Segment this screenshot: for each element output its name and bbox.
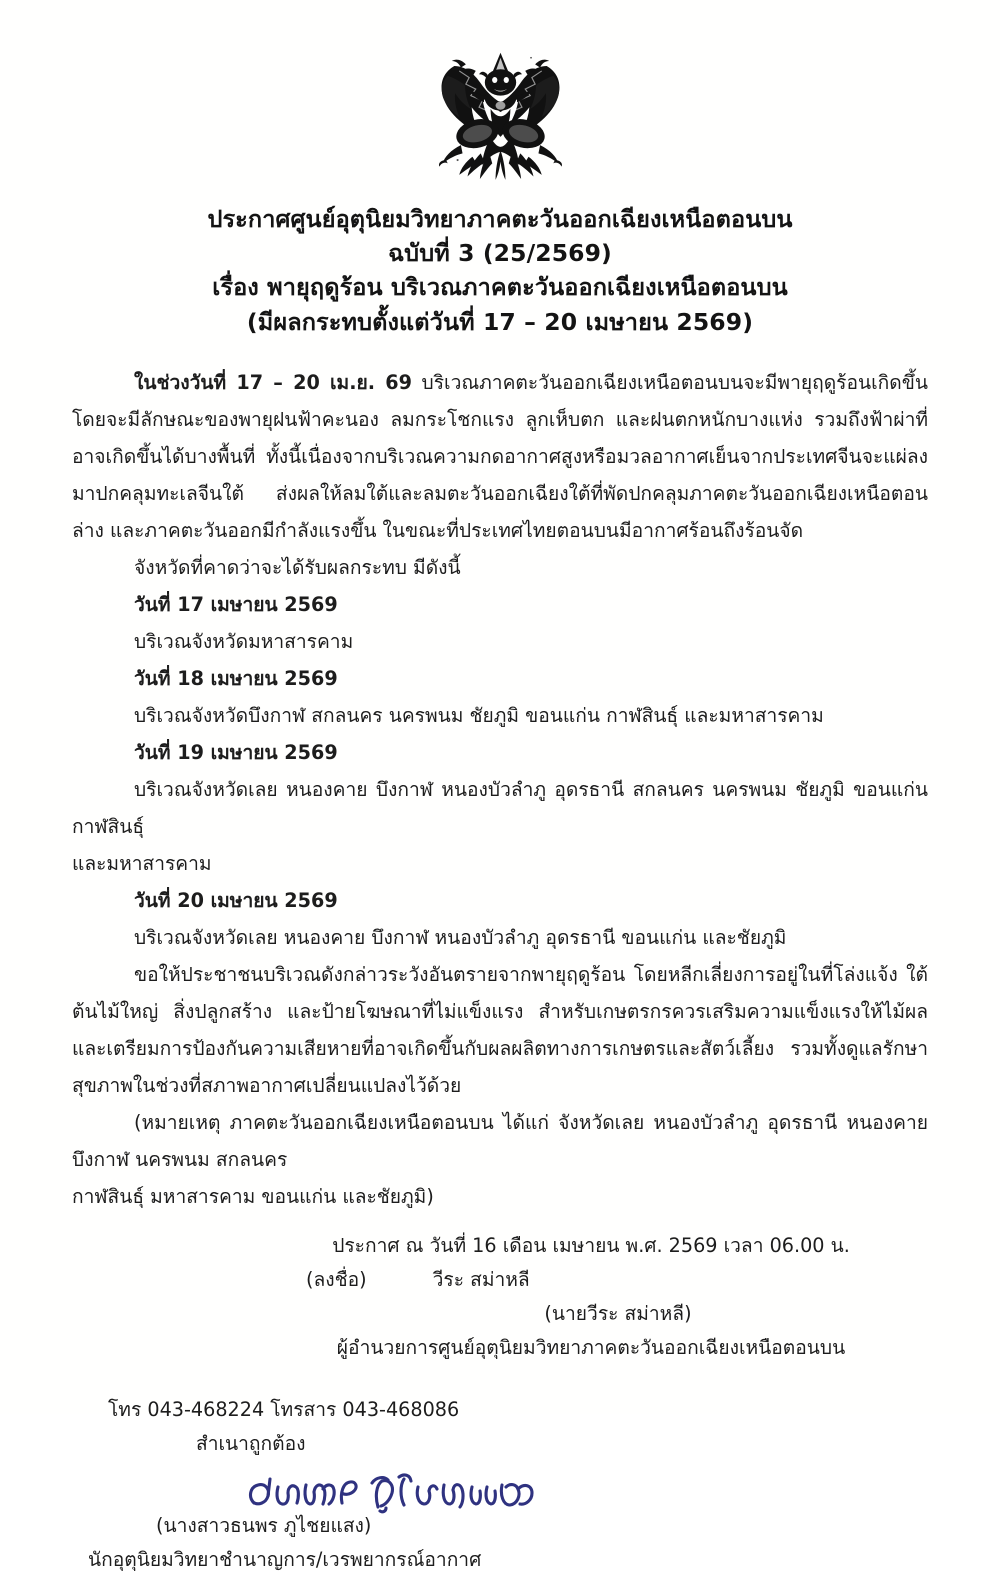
document-body bbox=[72, 364, 928, 1215]
title-line-subject: เรื่อง พายุฤดูร้อน บริเวณภาคตะวันออกเฉียงเหนือตอนบน bbox=[212, 273, 788, 301]
note-region-definition: (หมายเหตุ ภาคตะวันออกเฉียงเหนือตอนบน ได้แก่ จังหวัดเลย หนองบัวลำภู อุดรธานี หนองคาย บึงกาฬ นครพนม สกลนคร bbox=[72, 1111, 928, 1171]
provinces-intro: จังหวัดที่คาดว่าจะได้รับผลกระทบ มีดังนี้ bbox=[134, 556, 461, 579]
paragraph-lead-date-range: ในช่วงวันที่ 17 – 20 เม.ย. 69 bbox=[134, 371, 412, 394]
handwritten-signature-icon bbox=[244, 1463, 574, 1519]
paragraph-situation bbox=[72, 364, 928, 549]
provinces-17: บริเวณจังหวัดมหาสารคาม bbox=[134, 630, 354, 653]
paragraph-advisory: ขอให้ประชาชนบริเวณดังกล่าวระวังอันตรายจากพายุฤดูร้อน โดยหลีกเลี่ยงการอยู่ในที่โล่งแจ้ง ใต้ต้นไม้ใหญ่ สิ่งปลูกสร้าง และป้ายโฆษณาที่ไม่แข็งแรง สำหรับเกษตรกรควรเสริมความแข็งแรงให้ไม้ผล และเตรียมการป้องกันความเสียหายที่อาจเกิดขึ้นกับผลผลิตทางการเกษตรและสัตว์เลี้ยง รวมทั้งดูแลรักษาสุขภาพในช่วงที่สภาพอากาศเปลี่ยนแปลงไว้ด้วย bbox=[72, 963, 928, 1097]
signer-name: วีระ สม่าหลี bbox=[432, 1268, 530, 1291]
contact-line: โทร 043-468224 โทรสาร 043-468086 bbox=[108, 1398, 460, 1421]
title-line-1: ประกาศศูนย์อุตุนิยมวิทยาภาคตะวันออกเฉียงเหนือตอนบน bbox=[207, 205, 793, 233]
provinces-20: บริเวณจังหวัดเลย หนองคาย บึงกาฬ หนองบัวลำภู อุดรธานี ขอนแก่น และชัยภูมิ bbox=[134, 926, 787, 949]
document-title-block bbox=[0, 205, 1000, 336]
emblem-container bbox=[0, 0, 1000, 192]
provinces-19: บริเวณจังหวัดเลย หนองคาย บึงกาฬ หนองบัวลำภู อุดรธานี สกลนคร นครพนม ชัยภูมิ ขอนแก่น กาฬสินธุ์ bbox=[72, 778, 928, 838]
date-heading-19: วันที่ 19 เมษายน 2569 bbox=[134, 741, 338, 764]
signature-block bbox=[72, 1229, 928, 1365]
paragraph-situation-text: บริเวณภาคตะวันออกเฉียงเหนือตอนบนจะมีพายุฤดูร้อนเกิดขึ้น โดยจะมีลักษณะของพายุฝนฟ้าคะนอง ลมกระโชกแรง ลูกเห็บตก และฝนตกหนักบางแห่ง รวมถึงฟ้าผ่าที่อาจเกิดขึ้นได้บางพื้นที่ ทั้งนี้เนื่องจากบริเวณความกดอากาศสูงหรือมวลอากาศเย็นจากประเทศจีนจะแผ่ลงมาปกคลุมทะเลจีนใต้ ส่งผลให้ลมใต้และลมตะวันออกเฉียงใต้ที่พัดปกคลุมภาคตะวันออกเฉียงเหนือตอนล่าง และภาคตะวันออกมีกำลังแรงขึ้น ในขณะที่ประเทศไทยตอนบนมีอากาศร้อนถึงร้อนจัด bbox=[72, 371, 928, 542]
note-region-definition-continued: กาฬสินธุ์ มหาสารคาม ขอนแก่น และชัยภูมิ) bbox=[72, 1185, 434, 1208]
signed-label: (ลงชื่อ) bbox=[306, 1268, 367, 1291]
clerk-name: (นางสาวธนพร ภูไชยแสง) bbox=[156, 1514, 372, 1537]
provinces-19-continued: และมหาสารคาม bbox=[72, 852, 212, 875]
title-line-effective-period: (มีผลกระทบตั้งแต่วันที่ 17 – 20 เมษายน 2569) bbox=[246, 307, 754, 336]
clerk-position: นักอุตุนิยมวิทยาชำนาญการ/เวรพยากรณ์อากาศ bbox=[88, 1548, 482, 1571]
certified-copy-label: สำเนาถูกต้อง bbox=[196, 1432, 306, 1455]
signer-position: ผู้อำนวยการศูนย์อุตุนิยมวิทยาภาคตะวันออกเฉียงเหนือตอนบน bbox=[336, 1336, 846, 1359]
garuda-emblem bbox=[418, 34, 583, 192]
date-heading-18: วันที่ 18 เมษายน 2569 bbox=[134, 667, 338, 690]
date-heading-17: วันที่ 17 เมษายน 2569 bbox=[134, 593, 338, 616]
provinces-18: บริเวณจังหวัดบึงกาฬ สกลนคร นครพนม ชัยภูมิ ขอนแก่น กาฬสินธุ์ และมหาสารคาม bbox=[134, 704, 824, 727]
footer-block bbox=[0, 1393, 1000, 1577]
handwritten-signature bbox=[244, 1463, 574, 1509]
issued-date-line: ประกาศ ณ วันที่ 16 เดือน เมษายน พ.ศ. 2569 เวลา 06.00 น. bbox=[332, 1234, 850, 1257]
signature-row bbox=[254, 1263, 928, 1297]
title-line-issue-number: ฉบับที่ 3 (25/2569) bbox=[388, 238, 612, 267]
date-heading-20: วันที่ 20 เมษายน 2569 bbox=[134, 889, 338, 912]
signer-fullname: (นายวีระ สม่าหลี) bbox=[544, 1302, 692, 1325]
